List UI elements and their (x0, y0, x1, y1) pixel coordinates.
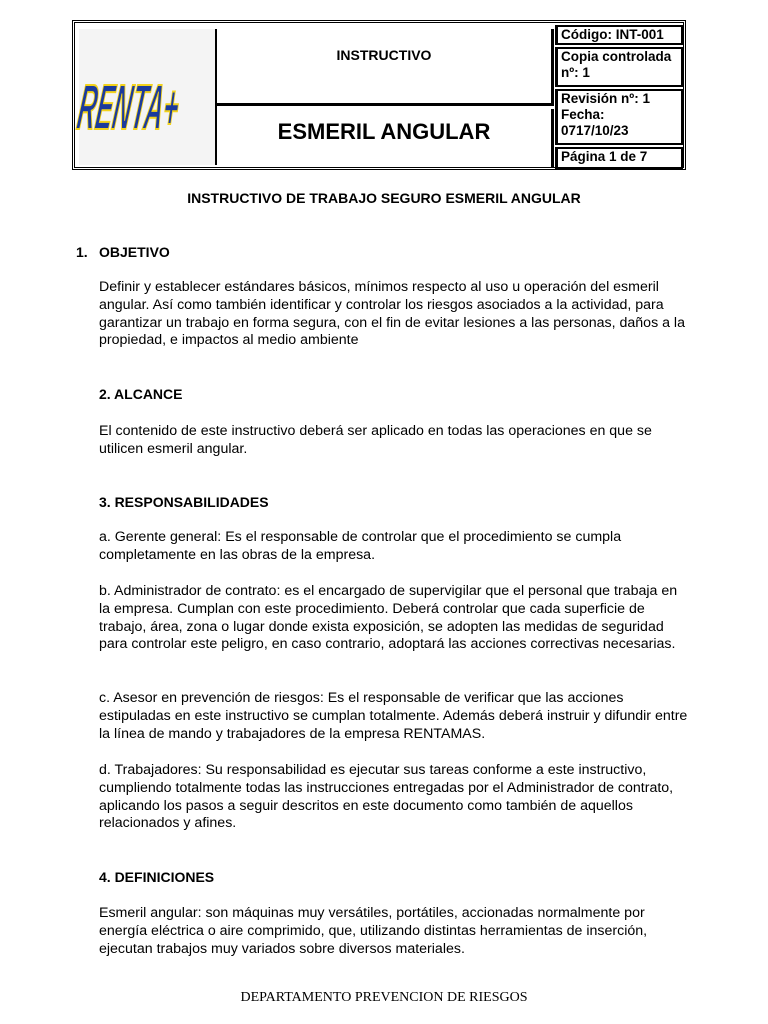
paragraph-objetivo: Definir y establecer estándares básicos, mínimos respecto al uso u operación del esmeril angular. Así como también identificar y controlar los riesgos asociados a la actividad, para garantizar un trabajo en forma segura, con el fin de evitar lesiones a las personas, daños a la propiedad, e impactos al medio ambiente (99, 279, 685, 349)
codigo: Código: INT-001 (561, 27, 664, 42)
pagina: Página 1 de 7 (561, 149, 648, 164)
revision: Revisión nº: 1 (561, 91, 650, 106)
doc-name: ESMERIL ANGULAR (277, 119, 491, 144)
page-footer: DEPARTAMENTO PREVENCION DE RIESGOS (240, 990, 528, 1005)
paragraph-resp-b: b. Administrador de contrato: es el encargado de supervigilar que el personal que trabaja en la empresa. Cumplan con este procedimiento. Deberá controlar que cada superficie de trabajo, área, zona o lugar donde exista exposición, se adopten las medidas de seguridad para controlar este peligro, en caso contrario, adoptará las acciones correctivas necesarias. (99, 583, 678, 653)
revision-cell (555, 89, 683, 145)
paragraph-resp-a: a. Gerente general: Es el responsable de controlar que el procedimiento se cumpla completamente en las obras de la empresa. (99, 529, 622, 563)
section-number-1: 1. (76, 244, 88, 260)
section-heading-responsabilidades: 3. RESPONSABILIDADES (99, 494, 269, 510)
paragraph-definiciones: Esmeril angular: son máquinas muy versátiles, portátiles, accionadas normalmente por energía eléctrica o aire comprimido, que, utilizando distintas herramientas de inserción, ejecutan trabajos muy variados sobre diversos materiales. (99, 905, 648, 957)
pagina-cell (555, 147, 683, 169)
document-header (72, 20, 686, 170)
codigo-cell (555, 25, 683, 45)
section-heading-objetivo: OBJETIVO (99, 244, 170, 260)
company-logo (73, 29, 337, 165)
doc-type: INSTRUCTIVO (336, 47, 432, 63)
doc-control-info (555, 25, 683, 167)
copia-cell (555, 47, 683, 87)
renta-logo-icon (73, 47, 337, 147)
section-heading-definiciones: 4. DEFINICIONES (99, 869, 215, 885)
copia-controlada: Copia controlada nº: 1 (561, 49, 672, 80)
doc-type-cell (217, 29, 554, 106)
document-title: INSTRUCTIVO DE TRABAJO SEGURO ESMERIL ANGULAR (187, 190, 581, 206)
paragraph-resp-c: c. Asesor en prevención de riesgos: Es el responsable de verificar que las acciones estipuladas en este instructivo se cumplan totalmente. Además deberá instruir y difundir entre la línea de mando y trabajadores de la empresa RENTAMAS. (99, 690, 688, 742)
paragraph-alcance: El contenido de este instructivo deberá ser aplicado en todas las operaciones en que se utilicen esmeril angular. (99, 423, 652, 457)
paragraph-resp-d: d. Trabajadores: Su responsabilidad es ejecutar sus tareas conforme a este instructivo, cumpliendo totalmente todas las instrucciones entregadas por el Administrador de contrato, aplicando los pasos a seguir descritos en este documento como también de aquellos relacionados y afines. (99, 762, 674, 832)
logo-text: RENTA+ (73, 71, 337, 143)
fecha-label: Fecha: (561, 107, 605, 122)
section-heading-alcance: 2. ALCANCE (99, 386, 183, 402)
fecha-value: 0717/10/23 (561, 123, 629, 138)
doc-name-cell (217, 109, 554, 167)
